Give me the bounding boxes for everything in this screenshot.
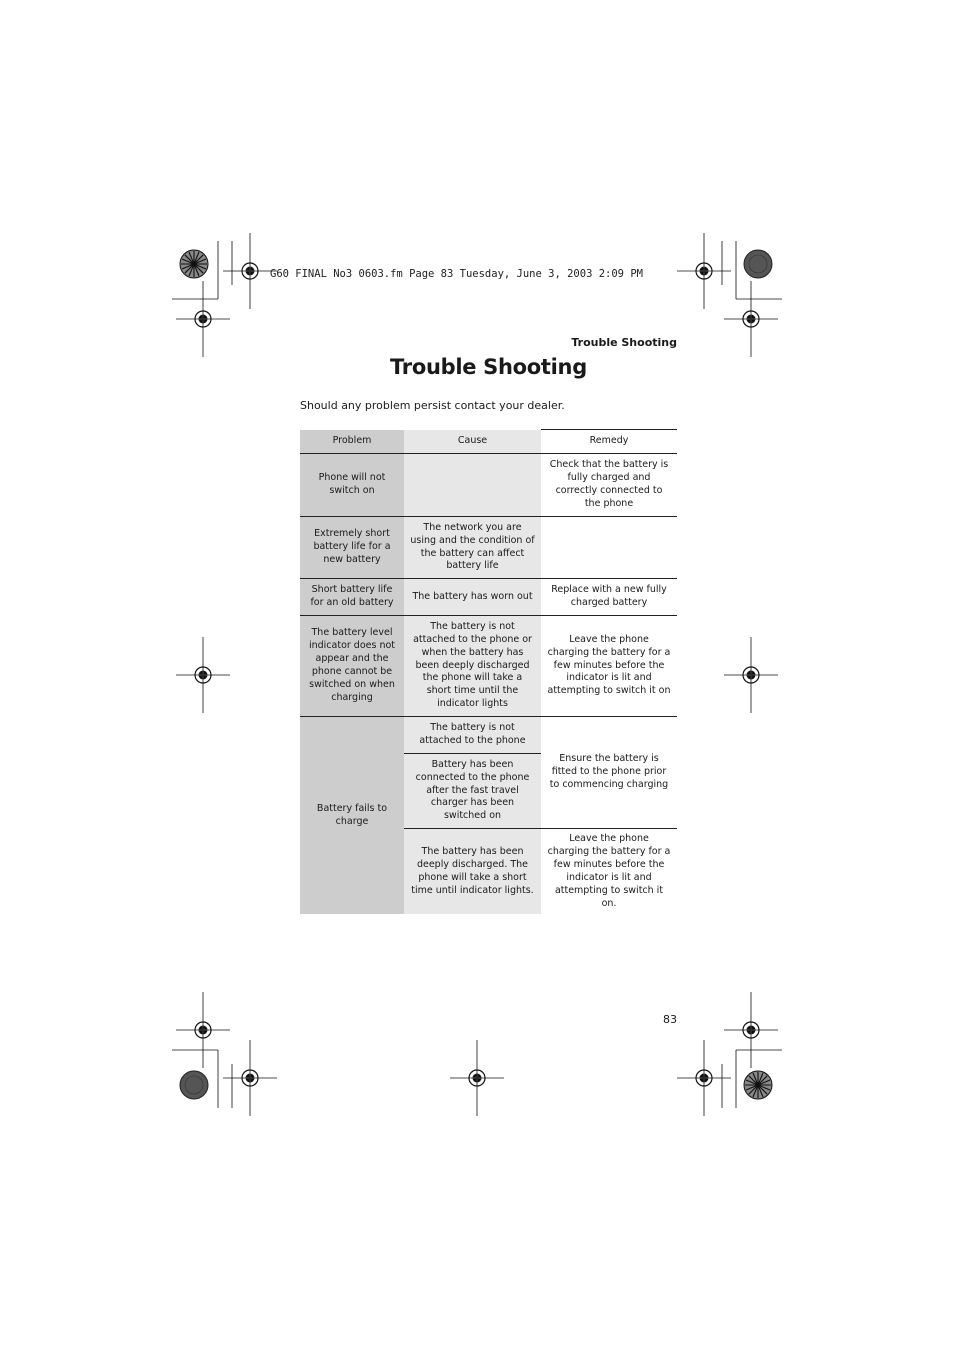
remedy-cell: Leave the phone charging the battery for a few minutes before the indicator is lit and attempting to switch it on. (541, 829, 677, 915)
problem-cell: Battery fails to charge (300, 717, 404, 915)
remedy-cell: Leave the phone charging the battery for a few minutes before the indicator is lit and attempting to switch it on (541, 616, 677, 717)
cause-cell: The network you are using and the condition of the battery can affect battery life (404, 517, 541, 579)
cause-cell: The battery has been deeply discharged. The phone will take a short time until indicator lights. (404, 829, 541, 915)
problem-cell: Extremely short battery life for a new battery (300, 517, 404, 579)
table-row (300, 517, 677, 579)
print-slug: G60 FINAL No3 0603.fm Page 83 Tuesday, June 3, 2003 2:09 PM (270, 268, 643, 280)
intro-text: Should any problem persist contact your dealer. (300, 399, 565, 412)
header-cause: Cause (404, 430, 541, 454)
page-number: 83 (663, 1013, 677, 1026)
table-row (300, 616, 677, 717)
running-header: Trouble Shooting (571, 336, 677, 349)
table-header-row (300, 430, 677, 454)
page-title: Trouble Shooting (390, 355, 587, 379)
cause-cell: Battery has been connected to the phone after the fast travel charger has been switched on (404, 754, 541, 829)
remedy-cell: Ensure the battery is fitted to the phone prior to commencing charging (541, 717, 677, 829)
cause-cell: The battery is not attached to the phone or when the battery has been deeply discharged the phone will take a short time until the indicator lights (404, 616, 541, 717)
header-remedy: Remedy (541, 430, 677, 454)
remedy-cell: Replace with a new fully charged battery (541, 579, 677, 616)
table-row (300, 454, 677, 517)
cause-cell: The battery is not attached to the phone (404, 717, 541, 754)
cause-cell: The battery has worn out (404, 579, 541, 616)
cause-cell (404, 454, 541, 517)
problem-cell: Short battery life for an old battery (300, 579, 404, 616)
trouble-shooting-table (300, 429, 677, 914)
header-problem: Problem (300, 430, 404, 454)
table-row (300, 717, 677, 754)
problem-cell: Phone will not switch on (300, 454, 404, 517)
problem-cell: The battery level indicator does not appear and the phone cannot be switched on when charging (300, 616, 404, 717)
remedy-cell (541, 517, 677, 579)
table-row (300, 579, 677, 616)
remedy-cell: Check that the battery is fully charged and correctly connected to the phone (541, 454, 677, 517)
